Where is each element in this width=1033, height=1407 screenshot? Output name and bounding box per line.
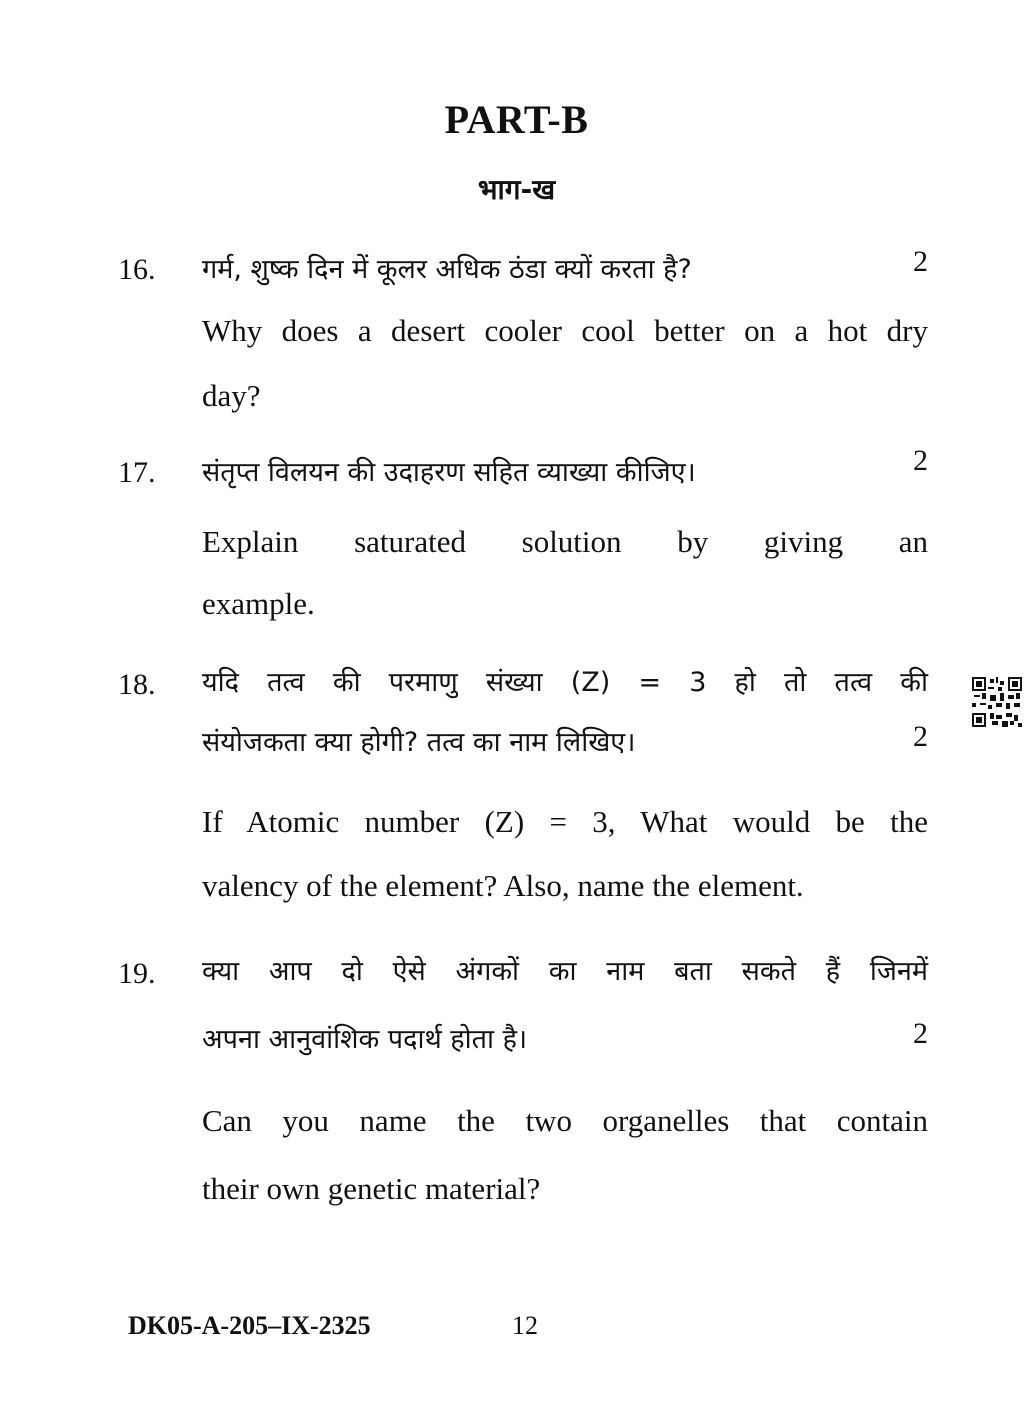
part-title-hindi: भाग-ख: [477, 173, 556, 206]
question-marks: 2: [913, 245, 928, 278]
question-text-hindi: क्या आप दो ऐसे अंगकों का नाम बता सकते हैं जिनमें: [202, 956, 928, 987]
question-text-english: If Atomic number (Z) = 3, What would be the: [202, 804, 928, 839]
question-number: 17.: [118, 456, 156, 489]
question-text-english-cont: their own genetic material?: [202, 1171, 541, 1206]
question-number: 16.: [118, 253, 156, 286]
question-text-hindi-cont: अपना आनुवांशिक पदार्थ होता है।: [202, 1024, 528, 1055]
question-19: [118, 955, 928, 1215]
question-text-english-cont: example.: [202, 586, 315, 621]
part-title-english: PART-B: [444, 97, 589, 142]
question-number: 19.: [118, 957, 156, 990]
question-marks: 2: [913, 444, 928, 477]
question-16: [118, 245, 928, 415]
question-text-english: Explain saturated solution by giving an: [202, 524, 928, 559]
question-marks: 2: [913, 720, 928, 753]
qr-code-icon: [972, 677, 1022, 727]
question-17: [118, 444, 928, 628]
question-text-english-cont: valency of the element? Also, name the element.: [202, 868, 804, 903]
question-number: 18.: [118, 668, 156, 701]
question-text-hindi-cont: संयोजकता क्या होगी? तत्व का नाम लिखिए।: [202, 727, 636, 758]
question-text-hindi: गर्म, शुष्क दिन में कूलर अधिक ठंडा क्यों करता है?: [202, 254, 692, 285]
question-18: [118, 656, 928, 916]
question-text-hindi: यदि तत्व की परमाणु संख्या (Z) = 3 हो तो तत्व की: [202, 667, 928, 698]
question-marks: 2: [913, 1017, 928, 1050]
question-text-english-cont: day?: [202, 378, 261, 413]
page-number: 12: [512, 1311, 538, 1340]
question-text-hindi: संतृप्त विलयन की उदाहरण सहित व्याख्या कीजिए।: [202, 457, 696, 488]
question-text-english: Can you name the two organelles that contain: [202, 1103, 928, 1138]
question-text-english: Why does a desert cooler cool better on a hot dry: [202, 313, 928, 348]
paper-code: DK05-A-205–IX-2325: [128, 1311, 371, 1340]
